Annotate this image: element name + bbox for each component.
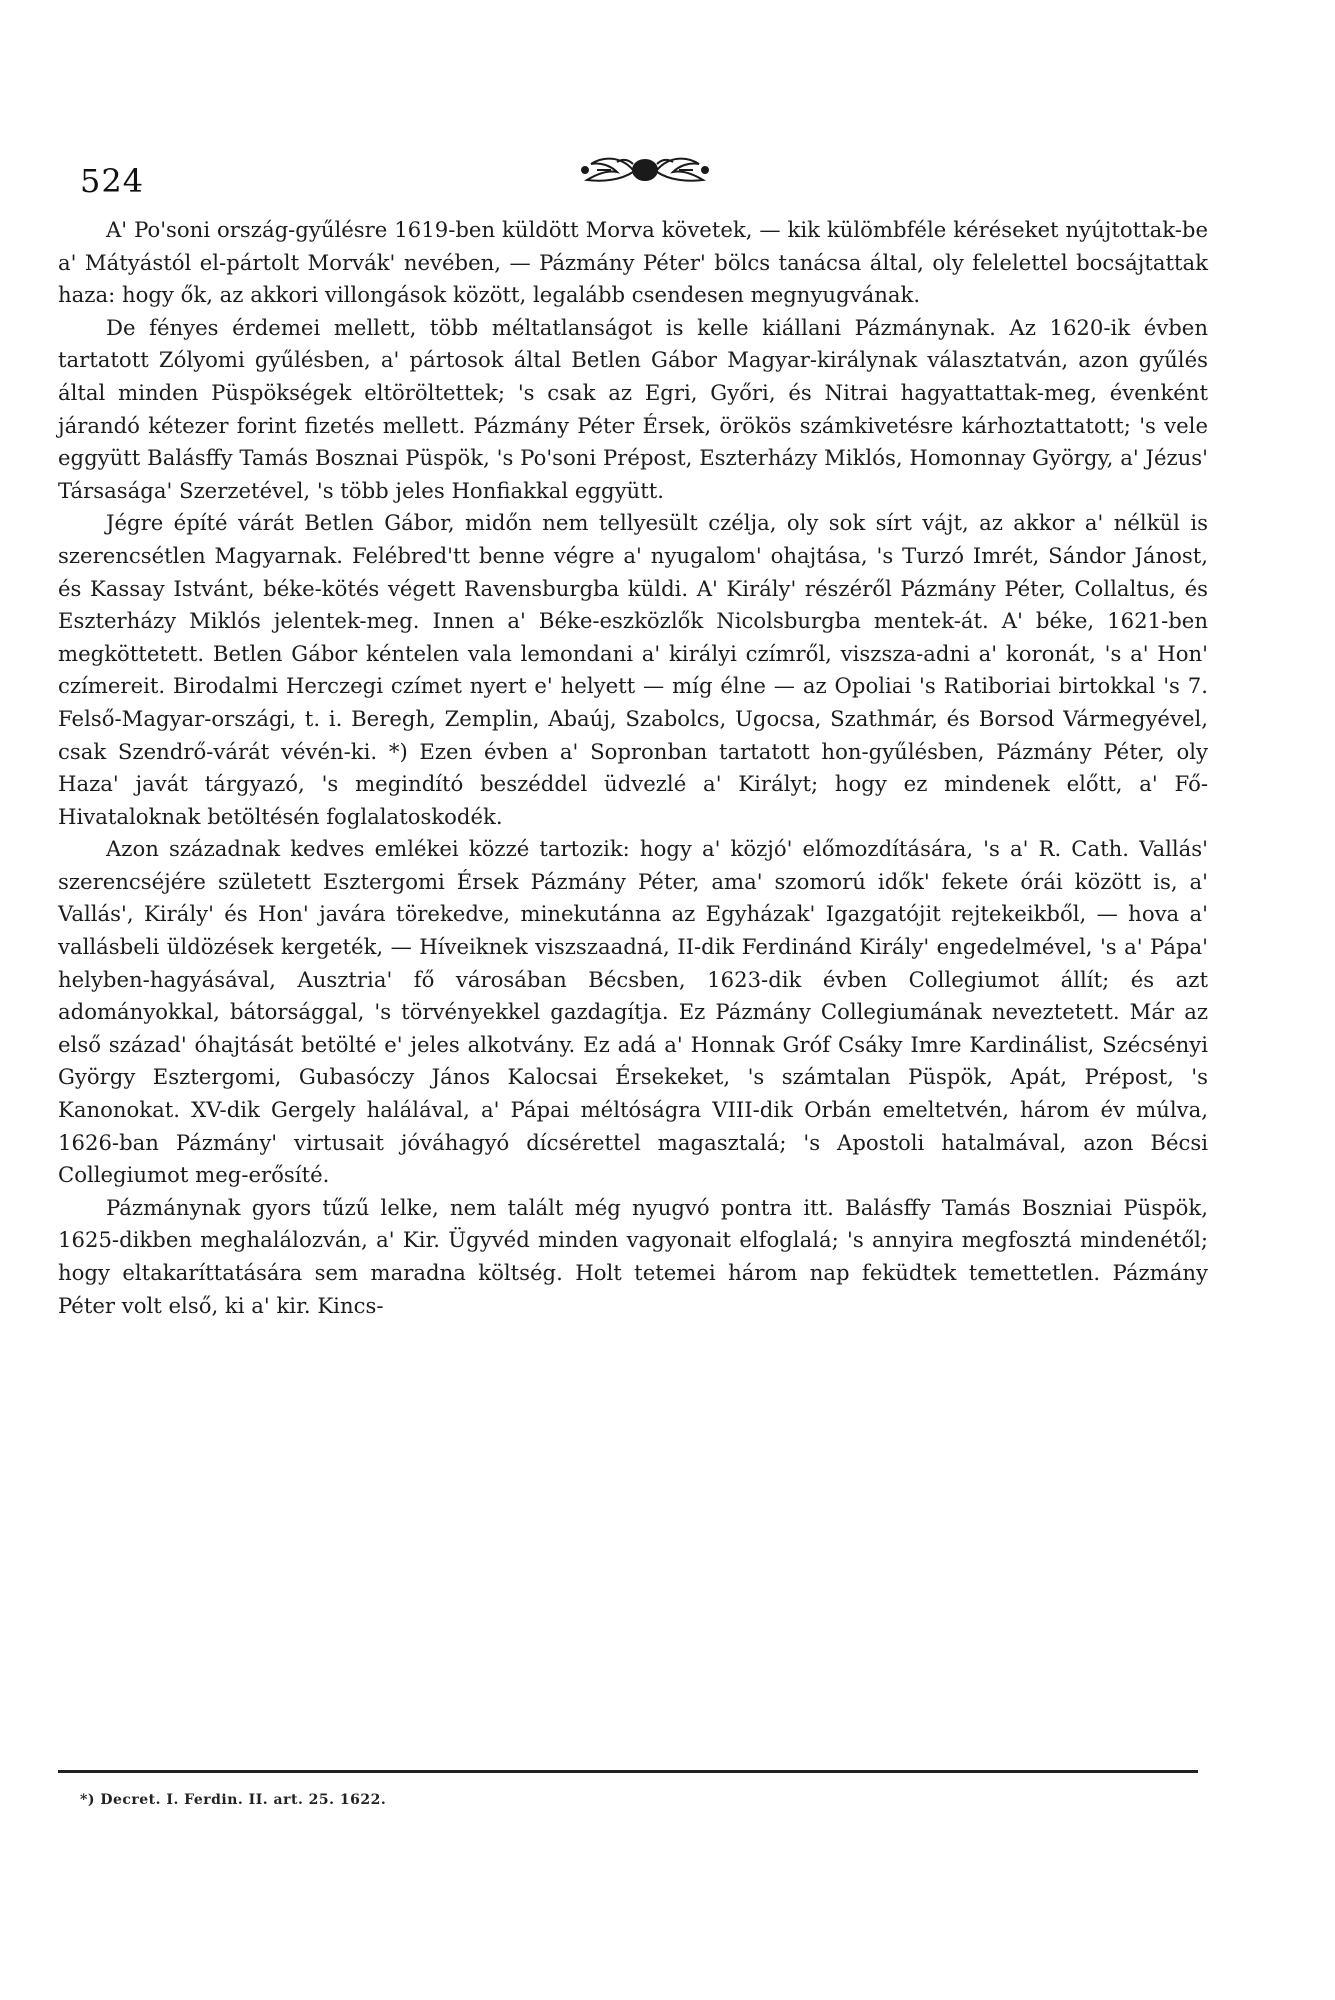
paragraph: Pázmánynak gyors tűzű lelke, nem talált még nyugvó pontra itt. Balásffy Tamás Boszniai Püspök, 1625-dikben meghalálozván, a' Kir. Ügyvéd minden vagyonait elfoglalá; 's annyira megfosztá mindenétől; hogy eltakaríttatására sem maradna költség. Holt tetemei három nap feküdtek temettetlen. Pázmány Péter volt első, ki a' kir. Kincs- [58,1194,1208,1318]
page-number: 524 [80,162,145,200]
paragraph: De fényes érdemei mellett, több méltatlanságot is kelle kiállani Pázmánynak. Az 1620-ik évben tartatott Zólyomi gyűlésben, a' pártosok által Betlen Gábor Magyar-királynak választatván, azon gyűlés által minden Püspökségek eltöröltettek; 's csak az Egri, Győri, és Nitrai hagyattattak-meg, évenként járandó kétezer forint fizetés mellett. Pázmány Péter Érsek, örökös számkivetésre kárhoztattatott; 's vele eggyütt Balásffy Tamás Bosznai Püspök, 's Po'soni Prépost, Eszterházy Miklós, Homonnay György, a' Jézus' Társasága' Szerzetével, 's több jeles Honfiakkal eggyütt. [58,314,1208,503]
footnote: *) Decret. I. Ferdin. II. art. 25. 1622. [80,1792,387,1808]
paragraph: Azon századnak kedves emlékei közzé tartozik: hogy a' közjó' előmozdítására, 's a' R. Cath. Vallás' szerencséjére született Esztergomi Érsek Pázmány Péter, ama' szomorú idők' fekete órái között is, a' Vallás', Király' és Hon' javára törekedve, minekutánna az Egyházak' Igazgatójit rejtekeikből, — hova a' vallásbeli üldözések kergeték, — Híveiknek viszszaadná, II-dik Ferdinánd Király' engedelmével, 's a' Pápa' helyben-hagyásával, Ausztria' fő városában Bécsben, 1623-dik évben Collegiumot állít; és azt adományokkal, bátorsággal, 's törvényekkel gazdagítja. Ez Pázmány Collegiumának neveztetett. Már az első század' óhajtását betölté e' jeles alkotvány. Ez adá a' Honnak Gróf Csáky Imre Kardinálist, Szécsényi György Esztergomi, Gubasóczy János Kalocsai Érsekeket, 's számtalan Püspök, Apát, Prépost, 's Kanonokat. XV-dik Gergely halálával, a' Pápai méltóságra VIII-dik Orbán emeltetvén, három év múlva, 1626-ban Pázmány' virtusait jóváhagyó dícsérettel magasztalá; 's Apostoli hatalmával, azon Bécsi Collegiumot meg-erősíté. [58,836,1208,1188]
footnote-divider [58,1770,1198,1773]
body-text [58,214,1208,1322]
paragraph: A' Po'soni ország-gyűlésre 1619-ben küldött Morva követek, — kik külömbféle kéréseket nyújtottak-be a' Mátyástól el-pártolt Morvák' nevében, — Pázmány Péter' bölcs tanácsa által, oly felelettel bocsájtattak haza: hogy ők, az akkori villongások között, legalább csendesen megnyugvának. [58,217,1208,308]
paragraph: Jégre építé várát Betlen Gábor, midőn nem tellyesült czélja, oly sok sírt vájt, az akkor a' nélkül is szerencsétlen Magyarnak. Felébred'tt benne végre a' nyugalom' ohajtása, 's Turzó Imrét, Sándor Jánost, és Kassay Istvánt, béke-kötés végett Ravensburgba küldi. A' Király' részéről Pázmány Péter, Collaltus, és Eszterházy Miklós jelentek-meg. Innen a' Béke-eszközlők Nicolsburgba mentek-át. A' béke, 1621-ben megköttetett. Betlen Gábor kéntelen vala lemondani a' királyi czímről, viszsza-adni a' koronát, 's a' Hon' czímereit. Birodalmi Herczegi czímet nyert e' helyett — míg élne — az Opoliai 's Ratiboriai birtokkal 's 7. Felső-Magyar-országi, t. i. Beregh, Zemplin, Abaúj, Szabolcs, Ugocsa, Szathmár, és Borsod Vármegyével, csak Szendrő-várát vévén-ki. *) Ezen évben a' Sopronban tartatott hon-gyűlésben, Pázmány Péter, oly Haza' javát tárgyazó, 's megindító beszéddel üdvezlé a' Királyt; hogy ez mindenek előtt, a' Fő-Hivataloknak betöltésén foglalatoskodék. [58,510,1208,829]
fleuron-ornament-icon [577,150,713,190]
